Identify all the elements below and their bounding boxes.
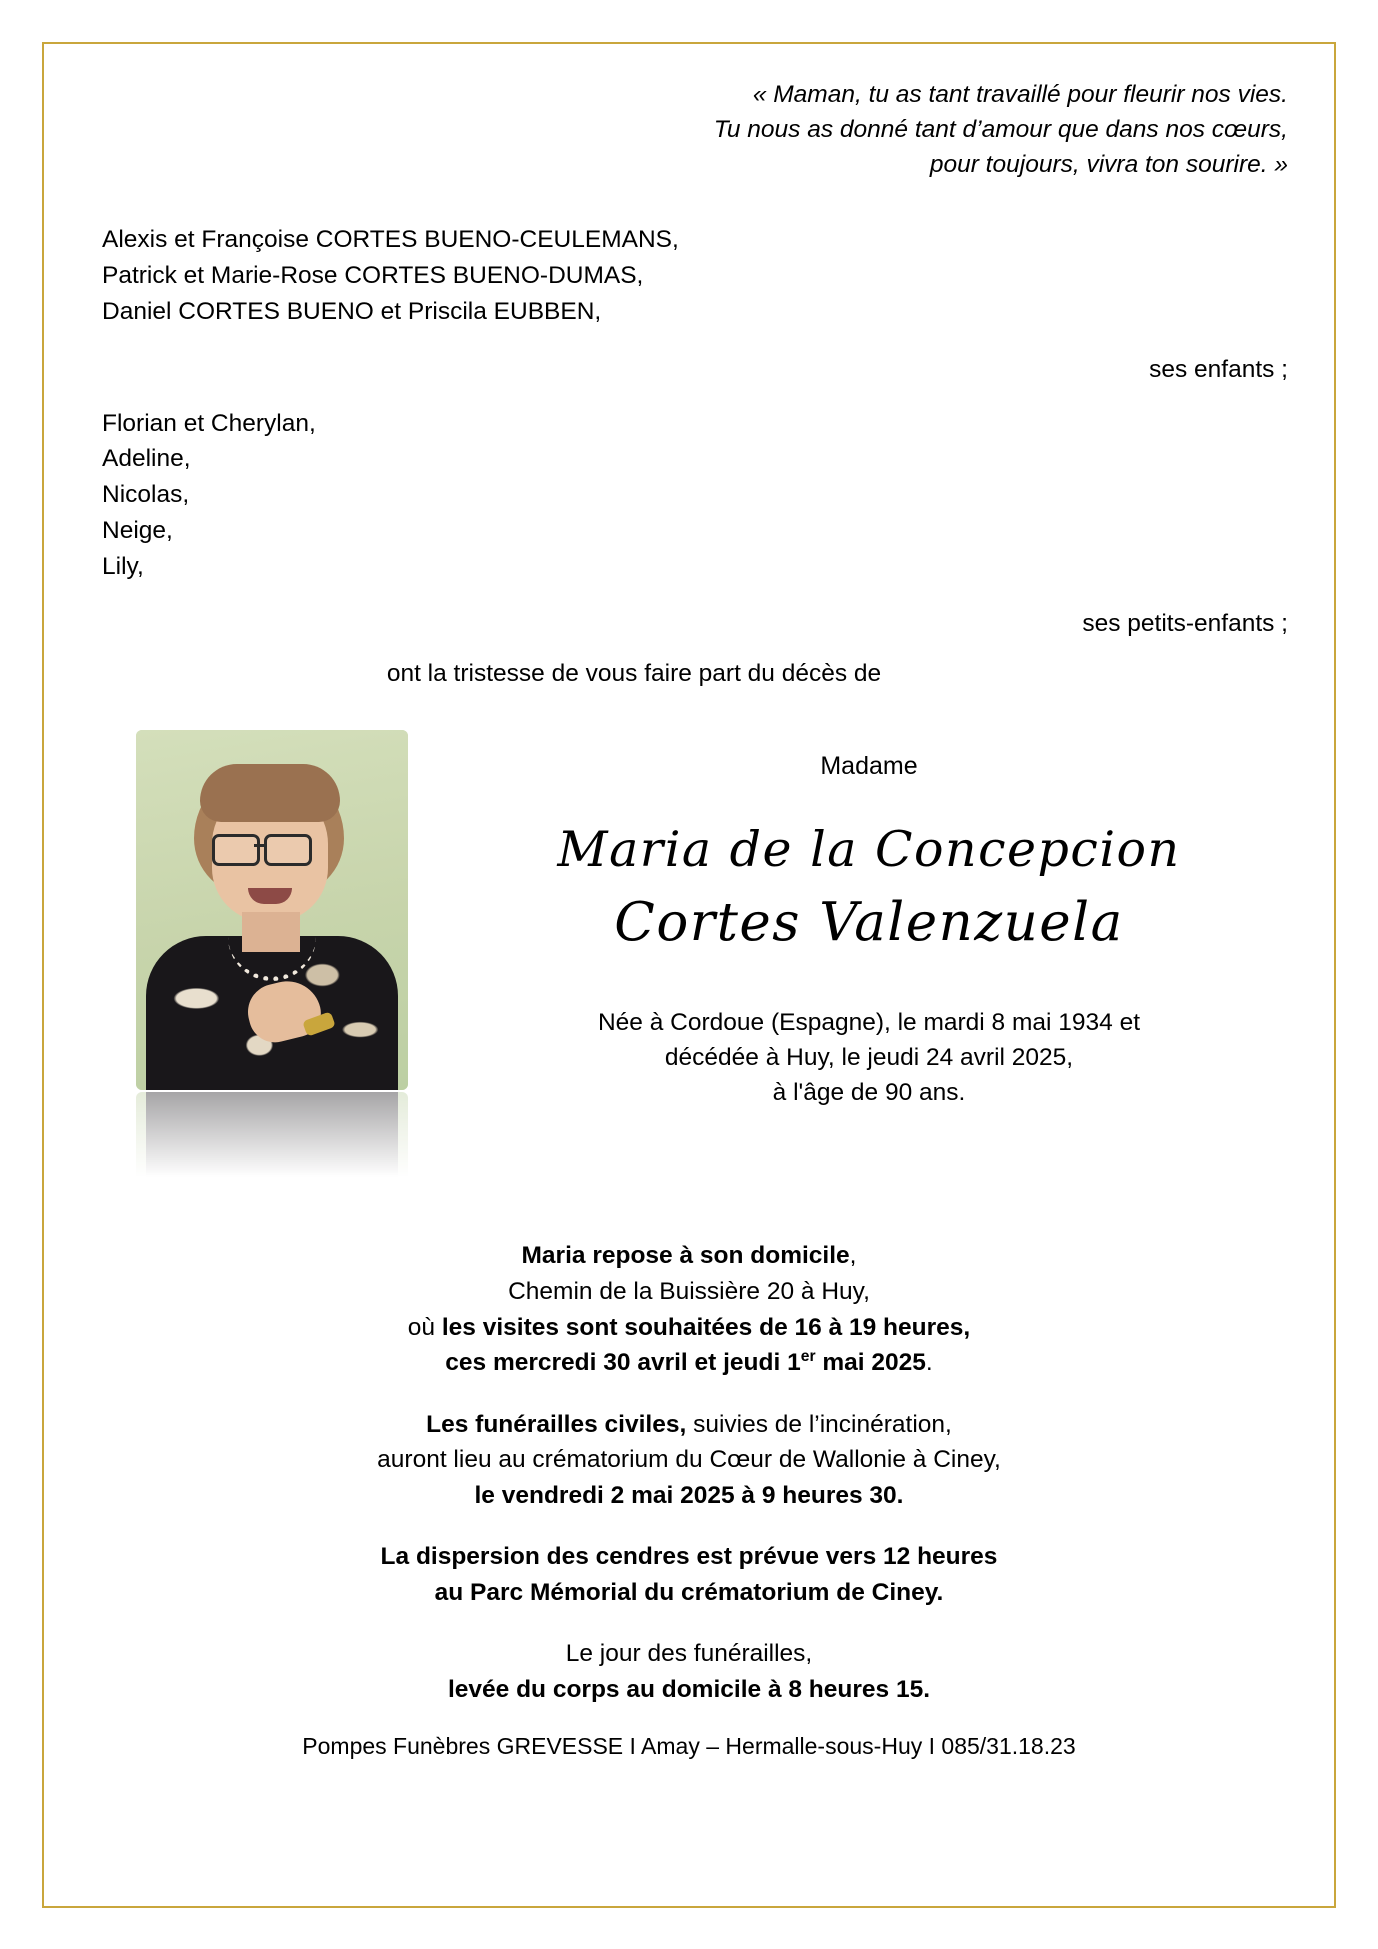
portrait-glasses-right [264, 834, 312, 866]
portrait-wrapper [136, 730, 408, 1184]
memorial-card [42, 42, 1336, 1908]
levee-paragraph [80, 1636, 1298, 1707]
child-line: Alexis et Françoise CORTES BUENO-CEULEMANS, [102, 226, 679, 254]
visits-days-end: . [925, 1349, 933, 1377]
birth-line-1: Née à Cordoue (Espagne), le mardi 8 mai 1934 et [597, 1009, 1141, 1037]
grandchild-line: Lily, [102, 552, 144, 580]
repose-address: Chemin de la Buissière 20 à Huy, [508, 1277, 870, 1305]
memorial-quote [80, 78, 1288, 182]
repose-rest: , [849, 1242, 857, 1270]
child-line: Patrick et Marie-Rose CORTES BUENO-DUMAS, [102, 262, 644, 290]
dispersion-line-2: au Parc Mémorial du crématorium de Ciney. [434, 1578, 944, 1606]
portrait-fringe [200, 764, 340, 822]
title-madame: Madame [820, 752, 918, 781]
quote-line-3: pour toujours, vivra ton sourire. » [929, 150, 1288, 178]
family-block [102, 222, 1298, 329]
visits-days-b: mai 2025 [815, 1349, 926, 1377]
quote-line-2: Tu nous as donné tant d’amour que dans nos cœurs, [713, 115, 1288, 143]
grandchild-line: Florian et Cherylan, [102, 409, 316, 437]
grandchild-line: Neige, [102, 516, 173, 544]
birth-line-2: décédée à Huy, le jeudi 24 avril 2025, [664, 1043, 1074, 1071]
funeral-datetime: le vendredi 2 mai 2025 à 9 heures 30. [474, 1481, 904, 1509]
portrait-glasses-left [212, 834, 260, 866]
portrait-and-name [80, 730, 1298, 1200]
card-inner [44, 44, 1334, 1906]
funeral-day-line: Le jour des funérailles, [565, 1640, 813, 1668]
grandchildren-label: ses petits-enfants ; [1082, 610, 1288, 638]
funeral-place: auront lieu au crématorium du Cœur de Wallonie à Ciney, [377, 1446, 1001, 1474]
name-block [440, 752, 1298, 1110]
service-details [80, 1238, 1298, 1707]
portrait-photo [136, 730, 408, 1090]
repose-paragraph [80, 1238, 1298, 1380]
visits-hours: les visites sont souhaitées de 16 à 19 heures, [441, 1313, 971, 1341]
announcement-line: ont la tristesse de vous faire part du décès de [386, 660, 882, 688]
grandchild-line: Adeline, [102, 445, 191, 473]
funeral-home-footer: Pompes Funèbres GREVESSE I Amay – Hermalle-sous-Huy I 085/31.18.23 [302, 1733, 1076, 1760]
repose-bold: Maria repose à son domicile [521, 1242, 850, 1270]
quote-line-1: « Maman, tu as tant travaillé pour fleurir nos vies. [752, 81, 1288, 108]
children-label: ses enfants ; [1149, 355, 1288, 383]
dispersion-line-1: La dispersion des cendres est prévue vers 12 heures [380, 1543, 998, 1571]
portrait-glasses-bridge [254, 844, 264, 847]
visits-prefix: où [407, 1313, 442, 1341]
grandchild-line: Nicolas, [102, 481, 190, 509]
funeral-rest: suivies de l’incinération, [686, 1410, 952, 1438]
deceased-first-names: Maria de la Concepcion [557, 821, 1181, 879]
funeral-bold: Les funérailles civiles, [426, 1410, 687, 1438]
funeral-paragraph [80, 1407, 1298, 1514]
birth-line-3: à l'âge de 90 ans. [772, 1078, 966, 1106]
visits-days-sup: er [800, 1347, 816, 1365]
birth-death-info [440, 1006, 1298, 1110]
dispersion-paragraph [80, 1539, 1298, 1610]
portrait-reflection [136, 1092, 408, 1184]
levee-line: levée du corps au domicile à 8 heures 15. [447, 1675, 931, 1703]
visits-days-a: ces mercredi 30 avril et jeudi 1 [445, 1349, 801, 1377]
reflection-fade [136, 1092, 408, 1184]
child-line: Daniel CORTES BUENO et Priscila EUBBEN, [102, 297, 602, 325]
grandchildren-block [102, 406, 1298, 585]
deceased-last-names: Cortes Valenzuela [614, 892, 1124, 954]
